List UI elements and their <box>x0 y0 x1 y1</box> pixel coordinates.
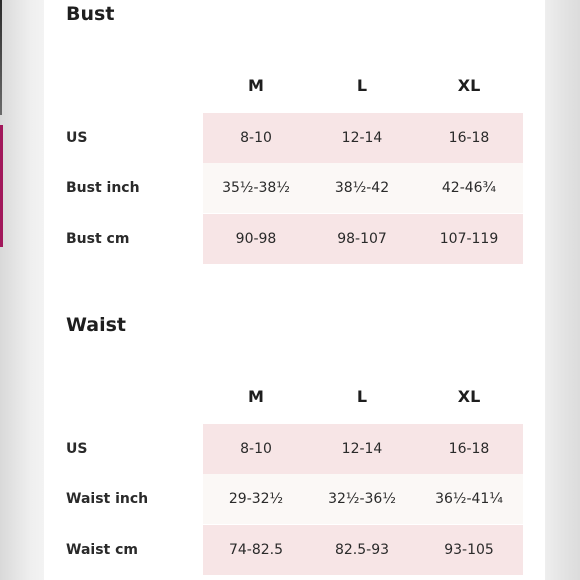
table-header-row <box>66 61 524 111</box>
table-cell: 38½-42 <box>334 180 390 196</box>
table-cell: 36½-41¼ <box>435 491 503 507</box>
table-cell: 8-10 <box>240 130 272 146</box>
table-cell: 74-82.5 <box>228 542 284 558</box>
table-cell: 90-98 <box>235 231 277 247</box>
section-title-bust: Bust <box>66 3 115 25</box>
column-header: L <box>356 387 368 406</box>
column-header: XL <box>457 387 481 406</box>
row-label: Waist cm <box>66 542 138 558</box>
row-label: Waist inch <box>66 491 149 507</box>
table-cell: 8-10 <box>240 441 272 457</box>
edge-strip-dark <box>0 0 2 115</box>
table-cell: 35½-38½ <box>222 180 290 196</box>
table-row <box>66 214 524 264</box>
table-cell: 12-14 <box>341 130 383 146</box>
column-header: M <box>248 387 264 406</box>
size-chart-panel <box>44 0 545 580</box>
table-cell: 107-119 <box>439 231 499 247</box>
background-right <box>545 0 580 580</box>
edge-strip-accent <box>0 125 3 247</box>
row-label: Bust cm <box>66 231 130 247</box>
row-label: US <box>66 130 88 146</box>
table-cell: 98-107 <box>337 231 387 247</box>
table-row <box>66 474 524 524</box>
table-cell: 93-105 <box>444 542 494 558</box>
table-cell: 42-46¾ <box>441 180 497 196</box>
column-header: L <box>356 76 368 95</box>
table-cell: 12-14 <box>341 441 383 457</box>
section-title-waist: Waist <box>66 314 127 336</box>
table-cell: 16-18 <box>448 130 490 146</box>
table-cell: 82.5-93 <box>334 542 390 558</box>
background-left <box>0 0 44 580</box>
table-row <box>66 525 524 575</box>
column-header: XL <box>457 76 481 95</box>
table-cell: 32½-36½ <box>328 491 396 507</box>
column-header: M <box>248 76 264 95</box>
table-row <box>66 163 524 213</box>
row-label: US <box>66 441 88 457</box>
table-header-row <box>66 372 524 422</box>
table-cell: 29-32½ <box>228 491 284 507</box>
table-row <box>66 424 524 474</box>
table-row <box>66 113 524 163</box>
row-label: Bust inch <box>66 180 140 196</box>
table-cell: 16-18 <box>448 441 490 457</box>
